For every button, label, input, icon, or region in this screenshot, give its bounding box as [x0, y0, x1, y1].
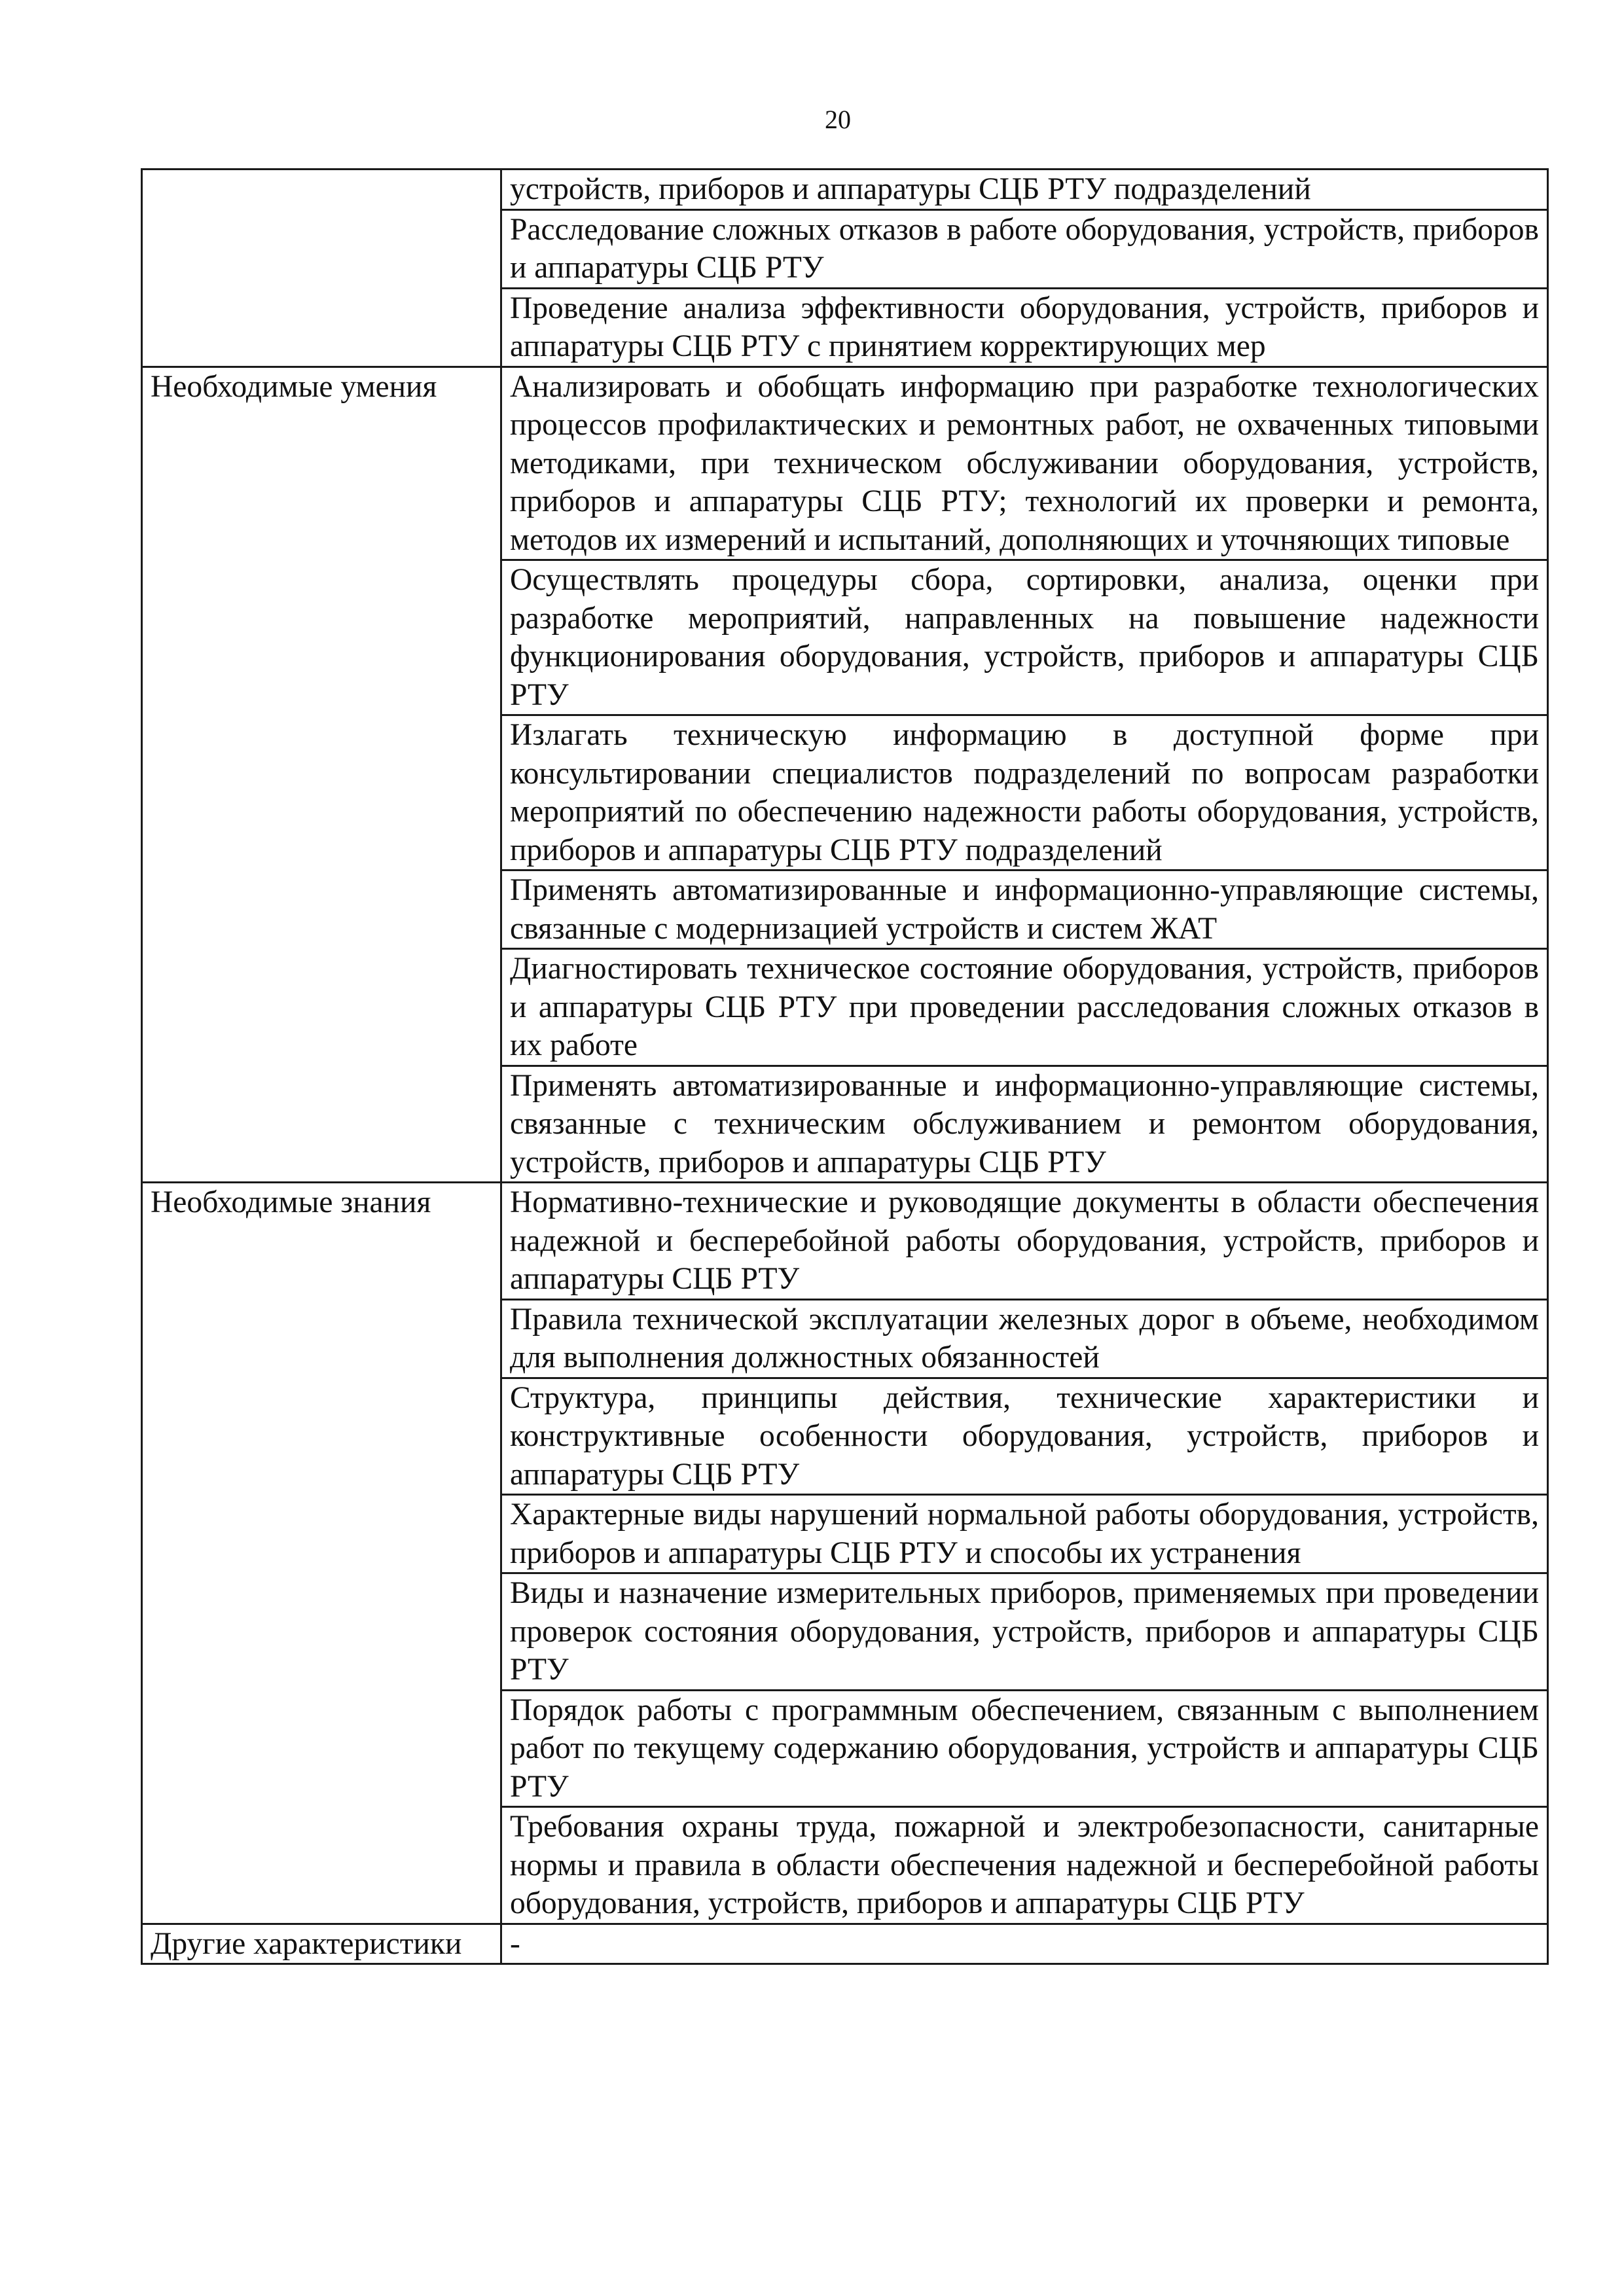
labor-action-item: Проведение анализа эффективности оборудования, устройств, приборов и аппаратуры СЦБ РТУ с принятием корректирующих мер: [501, 288, 1548, 367]
skill-item: Применять автоматизированные и информационно-управляющие системы, связанные с модернизацией устройств и систем ЖАТ: [501, 870, 1548, 949]
skill-item: Излагать техническую информацию в доступной форме при консультировании специалистов подразделений по вопросам разработки мероприятий по обеспечению надежности работы оборудования, устройств, приборов и аппаратуры СЦБ РТУ подразделений: [501, 715, 1548, 870]
table-row: [142, 1924, 1548, 1964]
row-label-continuation: [142, 170, 501, 367]
qualification-table: [141, 168, 1549, 1965]
skill-item: Диагностировать техническое состояние оборудования, устройств, приборов и аппаратуры СЦБ РТУ при проведении расследования сложных отказов в их работе: [501, 949, 1548, 1066]
table-row: [142, 170, 1548, 210]
labor-action-item: устройств, приборов и аппаратуры СЦБ РТУ подразделений: [501, 170, 1548, 210]
knowledge-item: Характерные виды нарушений нормальной работы оборудования, устройств, приборов и аппаратуры СЦБ РТУ и способы их устранения: [501, 1495, 1548, 1573]
row-label-other: Другие характеристики: [142, 1924, 501, 1964]
knowledge-item: Виды и назначение измерительных приборов, применяемых при проведении проверок состояния оборудования, устройств, приборов и аппаратуры СЦБ РТУ: [501, 1573, 1548, 1691]
skill-item: Применять автоматизированные и информационно-управляющие системы, связанные с техническим обслуживанием и ремонтом оборудования, устройств, приборов и аппаратуры СЦБ РТУ: [501, 1066, 1548, 1183]
knowledge-item: Структура, принципы действия, технические характеристики и конструктивные особенности оборудования, устройств, приборов и аппаратуры СЦБ РТУ: [501, 1378, 1548, 1495]
other-item: -: [501, 1924, 1548, 1964]
labor-action-item: Расследование сложных отказов в работе оборудования, устройств, приборов и аппаратуры СЦБ РТУ: [501, 209, 1548, 288]
row-label-skills: Необходимые умения: [142, 367, 501, 1183]
row-label-knowledge: Необходимые знания: [142, 1183, 501, 1924]
table-row: [142, 367, 1548, 560]
skill-item: Анализировать и обобщать информацию при разработке технологических процессов профилактических и ремонтных работ, не охваченных типовыми методиками, при техническом обслуживании оборудования, устройств, приборов и аппаратуры СЦБ РТУ; технологий их проверки и ремонта, методов их измерений и испытаний, дополняющих и уточняющих типовые: [501, 367, 1548, 560]
table-row: [142, 1183, 1548, 1300]
knowledge-item: Порядок работы с программным обеспечением, связанным с выполнением работ по текущему содержанию оборудования, устройств и аппаратуры СЦБ РТУ: [501, 1690, 1548, 1807]
page-number: 20: [825, 105, 851, 134]
knowledge-item: Нормативно-технические и руководящие документы в области обеспечения надежной и бесперебойной работы оборудования, устройств, приборов и аппаратуры СЦБ РТУ: [501, 1183, 1548, 1300]
knowledge-item: Требования охраны труда, пожарной и электробезопасности, санитарные нормы и правила в области обеспечения надежной и бесперебойной работы оборудования, устройств, приборов и аппаратуры СЦБ РТУ: [501, 1807, 1548, 1924]
knowledge-item: Правила технической эксплуатации железных дорог в объеме, необходимом для выполнения должностных обязанностей: [501, 1299, 1548, 1378]
skill-item: Осуществлять процедуры сбора, сортировки, анализа, оценки при разработке мероприятий, направленных на повышение надежности функционирования оборудования, устройств, приборов и аппаратуры СЦБ РТУ: [501, 560, 1548, 715]
